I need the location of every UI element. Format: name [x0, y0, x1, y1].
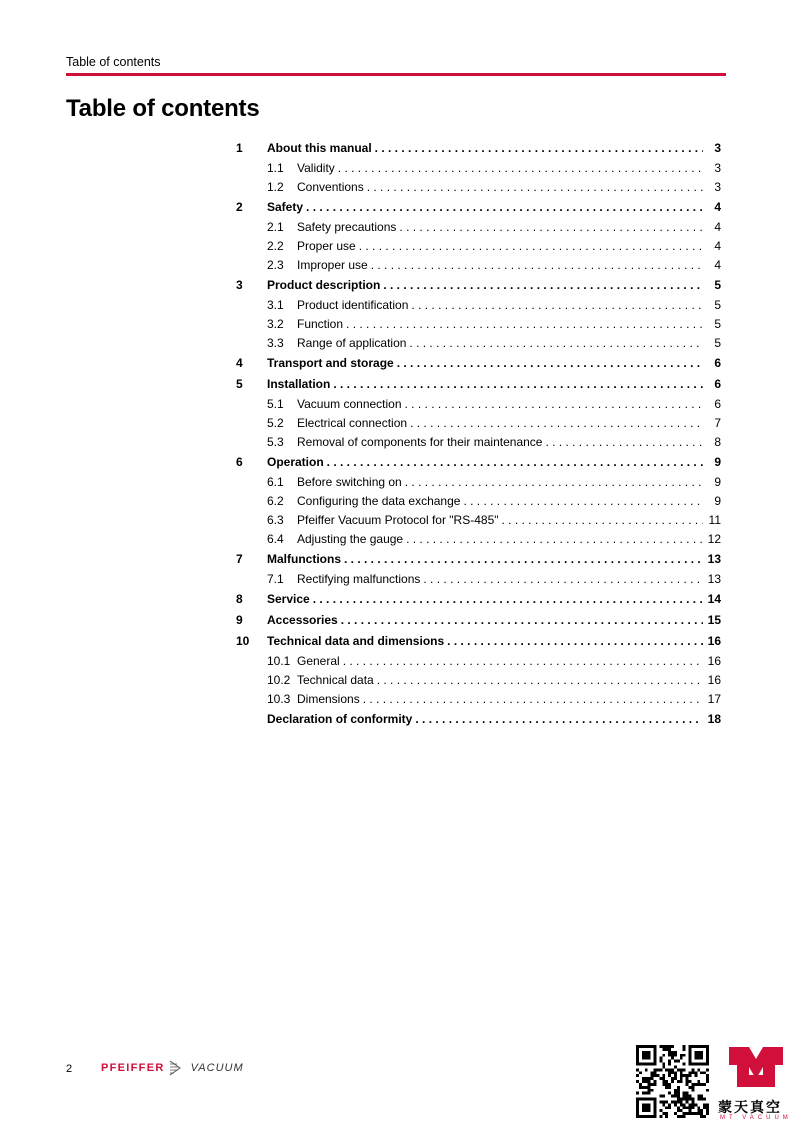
toc-entry-number: 6.2	[267, 494, 284, 508]
toc-section-entry[interactable]	[236, 258, 721, 277]
toc-entry-title: Malfunctions	[267, 552, 341, 566]
toc-entry-title: Product identification	[297, 298, 409, 312]
toc-dot-leader	[377, 673, 703, 687]
toc-entry-page: 8	[714, 435, 721, 449]
toc-entry-number: 1.1	[267, 161, 284, 175]
toc-chapter-entry[interactable]	[236, 355, 721, 376]
toc-entry-page: 12	[707, 532, 721, 546]
toc-entry-title: General	[297, 654, 340, 668]
toc-entry-page: 9	[714, 494, 721, 508]
toc-chapter-entry[interactable]	[236, 633, 721, 654]
toc-entry-number: 2	[236, 200, 243, 214]
toc-entry-page: 18	[707, 712, 721, 726]
toc-section-entry[interactable]	[236, 475, 721, 494]
toc-entry-page: 6	[714, 397, 721, 411]
toc-chapter-entry[interactable]	[236, 551, 721, 572]
toc-section-entry[interactable]	[236, 654, 721, 673]
brand-suffix: VACUUM	[190, 1062, 244, 1074]
toc-entry-page: 13	[707, 552, 721, 566]
toc-dot-leader	[411, 298, 703, 312]
toc-entry-page: 4	[714, 220, 721, 234]
toc-dot-leader	[447, 634, 703, 648]
toc-entry-title: Before switching on	[297, 475, 402, 489]
toc-dot-leader	[327, 455, 703, 469]
toc-section-entry[interactable]	[236, 532, 721, 551]
toc-dot-leader	[383, 278, 703, 292]
toc-chapter-entry[interactable]	[236, 591, 721, 612]
toc-entry-title: Configuring the data exchange	[297, 494, 461, 508]
toc-entry-title: Accessories	[267, 613, 338, 627]
toc-dot-leader	[397, 356, 703, 370]
toc-section-entry[interactable]	[236, 673, 721, 692]
toc-entry-number: 3.2	[267, 317, 284, 331]
toc-dot-leader	[463, 494, 703, 508]
toc-dot-leader	[409, 336, 703, 350]
toc-entry-title: Installation	[267, 377, 331, 391]
toc-entry-title: Rectifying malfunctions	[297, 572, 421, 586]
toc-entry-title: About this manual	[267, 141, 372, 155]
toc-section-entry[interactable]	[236, 336, 721, 355]
toc-dot-leader	[371, 258, 703, 272]
toc-entry-page: 3	[714, 161, 721, 175]
toc-section-entry[interactable]	[236, 416, 721, 435]
toc-entry-number: 2.3	[267, 258, 284, 272]
toc-entry-page: 6	[714, 356, 721, 370]
toc-entry-title: Function	[297, 317, 344, 331]
toc-entry-page: 11	[708, 513, 721, 527]
toc-entry-number: 3	[236, 278, 243, 292]
toc-entry-number: 2.2	[267, 239, 284, 253]
toc-entry-title: Declaration of conformity	[267, 712, 413, 726]
mt-name-cn: 蒙天真空	[718, 1100, 782, 1116]
toc-entry-title: Range of application	[297, 336, 407, 350]
toc-dot-leader	[359, 239, 703, 253]
toc-entry-page: 9	[714, 475, 721, 489]
toc-dot-leader	[415, 712, 703, 726]
toc-entry-title: Service	[267, 592, 310, 606]
toc-entry-title: Technical data	[297, 673, 374, 687]
toc-section-entry[interactable]	[236, 220, 721, 239]
toc-dot-leader	[346, 317, 703, 331]
toc-entry-title: Transport and storage	[267, 356, 394, 370]
toc-section-entry[interactable]	[236, 161, 721, 180]
toc-entry-number: 5.2	[267, 416, 284, 430]
toc-entry-number: 7	[236, 552, 243, 566]
toc-section-entry[interactable]	[236, 513, 721, 532]
toc-entry-title: Product description	[267, 278, 381, 292]
toc-dot-leader	[399, 220, 703, 234]
toc-entry-page: 14	[707, 592, 721, 606]
toc-section-entry[interactable]	[236, 435, 721, 454]
toc-dot-leader	[313, 592, 703, 606]
toc-entry-title: Validity	[297, 161, 335, 175]
toc-entry-number: 2.1	[267, 220, 284, 234]
toc-entry-number: 3.1	[267, 298, 284, 312]
toc-entry-page: 3	[714, 141, 721, 155]
header-rule	[66, 73, 726, 76]
toc-section-entry[interactable]	[236, 572, 721, 591]
toc-entry-page: 9	[714, 455, 721, 469]
toc-entry-title: Adjusting the gauge	[297, 532, 404, 546]
toc-section-entry[interactable]	[236, 239, 721, 258]
toc-dot-leader	[502, 513, 704, 527]
toc-entry-title: Dimensions	[297, 692, 360, 706]
toc-entry-number: 10.1	[267, 654, 291, 668]
toc-entry-number: 5.1	[267, 397, 284, 411]
toc-entry-title: Improper use	[297, 258, 368, 272]
toc-dot-leader	[405, 397, 703, 411]
toc-entry-number: 7.1	[267, 572, 284, 586]
page-title: Table of contents	[66, 95, 260, 122]
toc-entry-page: 4	[714, 239, 721, 253]
toc-entry-page: 3	[714, 180, 721, 194]
toc-dot-leader	[333, 377, 703, 391]
toc-entry-title: Vacuum connection	[297, 397, 402, 411]
toc-section-entry[interactable]	[236, 692, 721, 711]
toc-dot-leader	[410, 416, 703, 430]
toc-entry-title: Removal of components for their maintenance	[297, 435, 543, 449]
toc-entry-number: 10.2	[267, 673, 291, 687]
toc-entry-page: 4	[714, 200, 721, 214]
toc-entry-number: 1	[236, 141, 243, 155]
toc-entry-number: 6	[236, 455, 243, 469]
page-number: 2	[66, 1063, 73, 1075]
toc-dot-leader	[405, 475, 703, 489]
toc-entry-page: 16	[707, 654, 721, 668]
toc-entry-page: 5	[714, 336, 721, 350]
toc-chapter-entry[interactable]	[236, 612, 721, 633]
toc-entry-number: 1.2	[267, 180, 284, 194]
toc-entry-number: 10	[236, 634, 250, 648]
toc-chapter-entry[interactable]	[236, 140, 721, 161]
toc-section-entry[interactable]	[236, 317, 721, 336]
toc-entry-page: 7	[714, 416, 721, 430]
toc-entry-page: 17	[707, 692, 721, 706]
toc-entry-title: Electrical connection	[297, 416, 408, 430]
toc-dot-leader	[423, 572, 703, 586]
toc-entry-number: 4	[236, 356, 243, 370]
toc-entry-page: 5	[714, 298, 721, 312]
toc-entry-title: Safety	[267, 200, 304, 214]
toc-entry-page: 15	[707, 613, 721, 627]
toc-entry-number: 5	[236, 377, 243, 391]
toc-entry-page: 6	[714, 377, 721, 391]
toc-chapter-entry[interactable]	[236, 376, 721, 397]
toc-chapter-entry[interactable]	[236, 277, 721, 298]
mt-name-en: MT VACUUM	[720, 1115, 792, 1121]
toc-chapter-entry[interactable]	[236, 199, 721, 220]
toc-dot-leader	[344, 552, 703, 566]
toc-entry-page: 5	[714, 278, 721, 292]
toc-dot-leader	[363, 692, 703, 706]
toc-entry-number: 10.3	[267, 692, 291, 706]
toc-entry-title: Safety precautions	[297, 220, 397, 234]
toc-dot-leader	[367, 180, 703, 194]
toc-section-entry[interactable]	[236, 494, 721, 513]
toc-dot-leader	[545, 435, 703, 449]
toc-entry-number: 6.4	[267, 532, 284, 546]
toc-entry-page: 5	[714, 317, 721, 331]
toc-dot-leader	[375, 141, 703, 155]
toc-dot-leader	[343, 654, 703, 668]
toc-entry-number: 3.3	[267, 336, 284, 350]
toc-entry-page: 16	[707, 634, 721, 648]
pfeiffer-logo	[101, 1059, 244, 1077]
toc-entry-number: 6.3	[267, 513, 284, 527]
toc-entry-title: Operation	[267, 455, 324, 469]
toc-dot-leader	[341, 613, 703, 627]
brand-name: PFEIFFER	[101, 1062, 165, 1074]
toc-entry-number: 9	[236, 613, 243, 627]
toc-entry-page: 16	[707, 673, 721, 687]
toc-chapter-entry[interactable]	[236, 711, 721, 732]
qr-code-icon	[636, 1045, 709, 1118]
toc-entry-number: 8	[236, 592, 243, 606]
toc-chapter-entry[interactable]	[236, 454, 721, 475]
toc-entry-title: Technical data and dimensions	[267, 634, 445, 648]
toc-entry-title: Proper use	[297, 239, 356, 253]
toc-section-entry[interactable]	[236, 180, 721, 199]
toc-list	[236, 140, 721, 732]
toc-entry-page: 13	[707, 572, 721, 586]
toc-dot-leader	[338, 161, 703, 175]
toc-section-entry[interactable]	[236, 397, 721, 416]
toc-dot-leader	[306, 200, 703, 214]
toc-entry-title: Conventions	[297, 180, 364, 194]
running-head: Table of contents	[66, 55, 161, 69]
toc-section-entry[interactable]	[236, 298, 721, 317]
pfeiffer-logo-mark-icon	[168, 1059, 188, 1077]
toc-entry-page: 4	[714, 258, 721, 272]
toc-entry-number: 6.1	[267, 475, 284, 489]
toc-entry-title: Pfeiffer Vacuum Protocol for "RS-485"	[297, 513, 499, 527]
toc-dot-leader	[406, 532, 703, 546]
toc-entry-number: 5.3	[267, 435, 284, 449]
